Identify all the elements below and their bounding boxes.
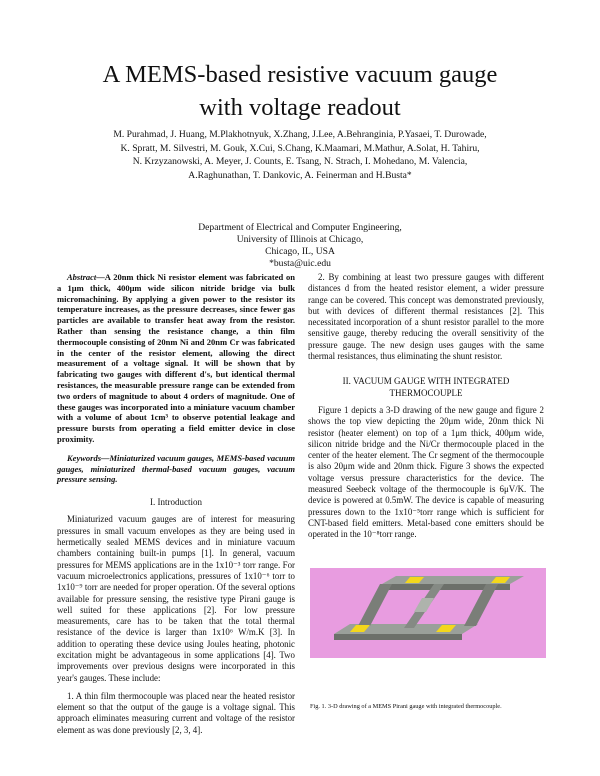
author-list: [70, 128, 530, 182]
author-line: K. Spratt, M. Silvestri, M. Gouk, X.Cui, S.Chang, K.Maamari, M.Mathur, A.Solat, H. Tahiru,: [120, 142, 480, 154]
abstract: [57, 272, 295, 445]
left-column: [57, 272, 295, 736]
intro-paragraph: Miniaturized vacuum gauges are of interest for measuring pressures in small vacuum envelopes as they are being used in hermetically sealed MEMS devices and in miniature vacuum chambers containing built-in pumps [1]. In general, vacuum pressures for MEMS applications are in the 1x10⁻³ torr range. For vacuum microelectronics applications, pressures of 1x10⁻⁶ torr to 1x10⁻⁹ torr are needed for proper operation. Of the several options available for pressure sensing, the resistive type Pirani gauge is well suited for these applications [2]. For low pressure measurements, care has to be taken that the total thermal resistance of the device is larger than 1x10⁶ W/m.K [3]. In addition to operating these device using Joules heating, photonic excitation might be advantageous in some applications [4]. Two improvements over previous designs were incorporated in this year's gauges. These include:: [57, 514, 295, 683]
keywords-text: —Miniaturized vacuum gauges, MEMS-based vacuum gauges, miniaturized thermal-based vacuum gauges, vacuum pressure sensing.: [57, 452, 295, 485]
figure-1-caption: Fig. 1. 3-D drawing of a MEMS Pirani gauge with integrated thermocouple.: [310, 703, 502, 710]
paper-title: [0, 58, 600, 124]
university: University of Illinois at Chicago,: [236, 234, 364, 245]
section-2-paragraph: Figure 1 depicts a 3-D drawing of the new gauge and figure 2 shows the top view depicting the 20μm wide, 20nm thick Ni resistor (heater element) on top of a 1μm thick, 400μm wide, silicon nitride bridge and the Ni/Cr thermocouple placed in the center of the heater element. The Cr segment of the thermocouple is also 20μm wide and 20nm thick. Figure 3 shows the expected voltage versus pressure characteristics for the device. The measured Seebeck voltage of the thermocouple is 6μV/K. The device is powered at 0.5mW. The device is capable of measuring pressures down to the 1x10⁻⁵torr range which is sufficient for CNT-based field emitters. Metal-based cone emitters should be operated in the 10⁻⁸torr range.: [308, 404, 544, 540]
author-line: A.Raghunathan, T. Dankovic, A. Feinerman and H.Busta*: [188, 169, 412, 181]
section-heading-2-line: THERMOCOUPLE: [389, 387, 463, 398]
department: Department of Electrical and Computer Engineering,: [198, 222, 402, 233]
figure-1-3d-drawing: [310, 568, 546, 658]
title-line-1: A MEMS-based resistive vacuum gauge: [102, 61, 498, 88]
right-column: [308, 272, 544, 541]
author-line: M. Purahmad, J. Huang, M.Plakhotnyuk, X.Zhang, J.Lee, A.Behranginia, P.Yasaei, T. Durowade,: [113, 129, 487, 140]
abstract-label: Abstract: [67, 272, 97, 282]
abstract-text: —A 20nm thick Ni resistor element was fabricated on a 1μm thick, 400μm wide silicon nitride bridge via bulk micromachining. By applying a given power to the resistor its temperature increases, as the pressure decreases, since fewer gas particles are available to transfer heat away from the resistor. Rather than sensing the resistance change, a thin film thermocouple consisting of 20nm Ni and 20nm Cr was fabricated in the center of the resistor element, allowing the direct measurement of a voltage signal. It will be shown that by fabricating two gauges with different d's, but identical thermal resistances, the measurable pressure range can be extended from two orders of magnitude to about 4 orders of magnitude. One of these gauges was incorporated into a miniature vacuum chamber with a volume of about 1cm³ to observe potential leakage and pressure bursts from operating a field emitter device in close proximity.: [57, 272, 295, 444]
section-heading-2-line: II. VACUUM GAUGE WITH INTEGRATED: [342, 376, 510, 387]
city: Chicago, IL, USA: [265, 246, 335, 257]
title-line-2: with voltage readout: [199, 94, 401, 121]
affiliation: [100, 222, 500, 270]
frame-side-face: [334, 634, 462, 640]
section-heading-2: [308, 376, 544, 399]
email: *busta@uic.edu: [269, 258, 331, 269]
section-heading-introduction: I. Introduction: [150, 497, 202, 508]
list-item-1: 1. A thin film thermocouple was placed near the heated resistor element so that the output of the gauge is a voltage signal. This approach eliminates measuring current and voltage of the resistor element as was done previously [2, 3, 4].: [57, 690, 295, 735]
list-item-2: 2. By combining at least two pressure gauges with different distances d from the heated resistor element, a wider pressure range can be covered. This concept was demonstrated previously, but with devices of different thermal resistances [2]. This necessitated incorporation of a shunt resistor parallel to the more sensitive gauge, thereby reducing the overall sensitivity of the pressure gauge. The new design uses gauges with the same thermal resistances, thus eliminating the shunt resistor.: [308, 272, 544, 362]
keywords-label: Keywords: [67, 452, 101, 463]
author-line: N. Krzyzanowski, A. Meyer, J. Counts, E. Tsang, N. Strach, I. Mohedano, M. Valencia,: [132, 156, 468, 167]
keywords: [57, 453, 295, 485]
